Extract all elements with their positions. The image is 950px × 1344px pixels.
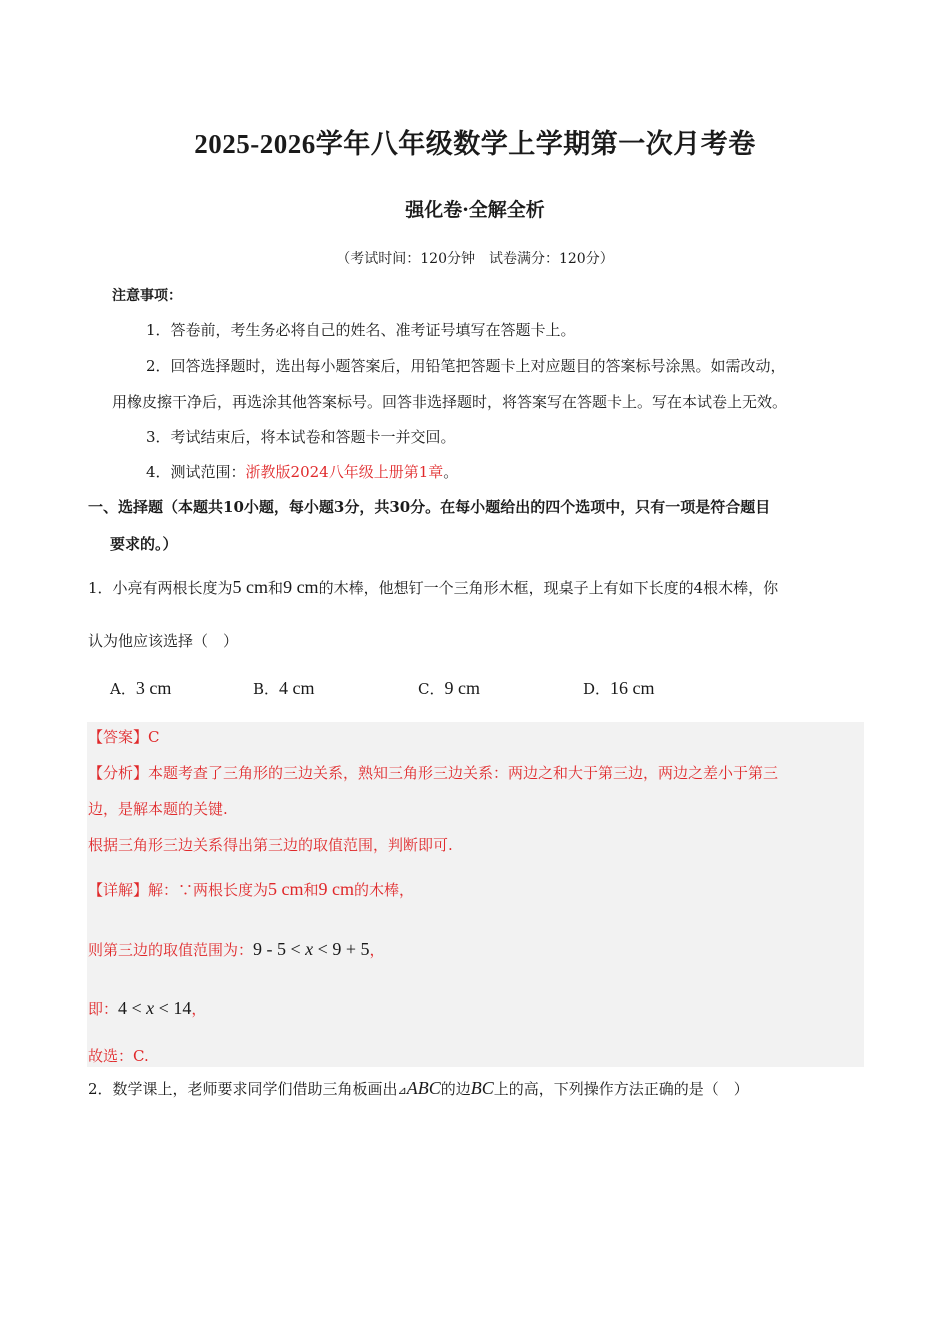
q2-side-bc: BC	[470, 1078, 494, 1098]
q1-length-1: 5 cm	[232, 577, 269, 597]
option-b[interactable]	[253, 678, 315, 699]
analysis-line-3: 根据三角形三边关系得出第三边的取值范围，判断即可.	[88, 836, 453, 854]
notice-item-3: 3．考试结束后，将本试卷和答题卡一并交回。	[146, 428, 456, 446]
option-d-label: D．	[583, 680, 611, 698]
range-1-left: 9 - 5 <	[253, 939, 306, 959]
detail-that-is: 即：	[88, 1000, 119, 1018]
detail-text-a: 解：∵两根长度为	[148, 881, 269, 899]
triangle-symbol: ⊿	[397, 1084, 407, 1097]
detail-and: 和	[303, 881, 319, 899]
q2-text-prefix: 2．数学课上，老师要求同学们借助三角板画出	[88, 1080, 398, 1098]
detail-text-b: 的木棒，	[354, 881, 415, 899]
question-2-line-1	[88, 1078, 749, 1099]
detail-line-1	[88, 879, 414, 900]
option-c-value: 9 cm	[444, 678, 480, 698]
range-2-comma: ，	[191, 1000, 207, 1018]
option-d-value: 16 cm	[610, 678, 655, 698]
analysis-text-1: 本题考查了三角形的三边关系，熟知三角形三边关系：两边之和大于第三边，两边之差小于第三	[148, 764, 779, 782]
analysis-line-2: 边，是解本题的关键.	[88, 800, 228, 818]
range-1-comma: ，	[369, 941, 385, 959]
option-a[interactable]	[110, 678, 171, 699]
section-heading-line-1: 一、选择题（本题共10小题，每小题3分，共30分。在每小题给出的四个选项中，只有一项是符合题目	[88, 498, 771, 516]
q1-and: 和	[268, 579, 284, 597]
notice-item-4	[146, 461, 458, 482]
detail-line-3	[88, 998, 206, 1019]
conclusion-line: 故选：C.	[88, 1047, 149, 1065]
analysis-line-1	[88, 762, 778, 783]
q1-text-b: 的木棒，他想钉一个三角形木框，现桌子上有如下长度的4根木棒，你	[318, 579, 779, 597]
option-c[interactable]	[418, 678, 480, 699]
range-2-right: < 14	[154, 998, 192, 1018]
option-d[interactable]	[583, 678, 655, 699]
answer-value: C	[148, 728, 160, 746]
analysis-tag: 【分析】	[88, 764, 149, 782]
exam-info: （考试时间：120分钟 试卷满分：120分）	[336, 251, 614, 267]
page-subtitle: 强化卷·全解全析	[405, 199, 545, 221]
q2-text-mid: 的边	[440, 1080, 471, 1098]
notice-item-2-line-2: 用橡皮擦干净后，再选涂其他答案标号。回答非选择题时，将答案写在答题卡上。写在本试卷上无效。	[112, 393, 788, 411]
notice-item-4-prefix: 4．测试范围：	[146, 463, 246, 481]
q1-text-a: 1．小亮有两根长度为	[88, 579, 233, 597]
notice-item-4-suffix: 。	[443, 463, 459, 481]
notice-heading: 注意事项：	[112, 288, 182, 304]
notice-item-2-line-1: 2．回答选择题时，选出每小题答案后，用铅笔把答题卡上对应题目的答案标号涂黑。如需改动，	[146, 357, 786, 375]
detail-length-2: 9 cm	[318, 879, 355, 899]
test-scope: 浙教版2024八年级上册第1章	[245, 463, 444, 481]
range-1-right: < 9 + 5	[313, 939, 370, 959]
notice-item-1: 1．答卷前，考生务必将自己的姓名、准考证号填写在答题卡上。	[146, 321, 576, 339]
option-a-label: A．	[110, 680, 136, 698]
detail-range-text: 则第三边的取值范围为：	[88, 941, 254, 959]
question-1-line-2: 认为他应该选择（ ）	[88, 632, 239, 650]
question-1-line-1	[88, 577, 778, 598]
option-b-value: 4 cm	[279, 678, 315, 698]
detail-tag: 【详解】	[88, 881, 149, 899]
section-heading-line-2: 要求的。）	[110, 535, 178, 553]
option-c-label: C．	[418, 680, 445, 698]
answer-tag: 【答案】	[88, 728, 149, 746]
q2-text-suffix: 上的高，下列操作方法正确的是（ ）	[493, 1080, 749, 1098]
answer-line	[88, 726, 160, 747]
range-2-left: 4 <	[118, 998, 147, 1018]
option-a-value: 3 cm	[135, 678, 172, 698]
detail-length-1: 5 cm	[268, 879, 304, 899]
range-2-variable: x	[146, 998, 155, 1018]
q1-length-2: 9 cm	[283, 577, 319, 597]
option-b-label: B．	[253, 680, 280, 698]
detail-line-2	[88, 939, 385, 960]
range-1-variable: x	[305, 939, 314, 959]
q2-triangle-abc: ABC	[406, 1078, 441, 1098]
page-title: 2025-2026学年八年级数学上学期第一次月考卷	[194, 129, 756, 159]
